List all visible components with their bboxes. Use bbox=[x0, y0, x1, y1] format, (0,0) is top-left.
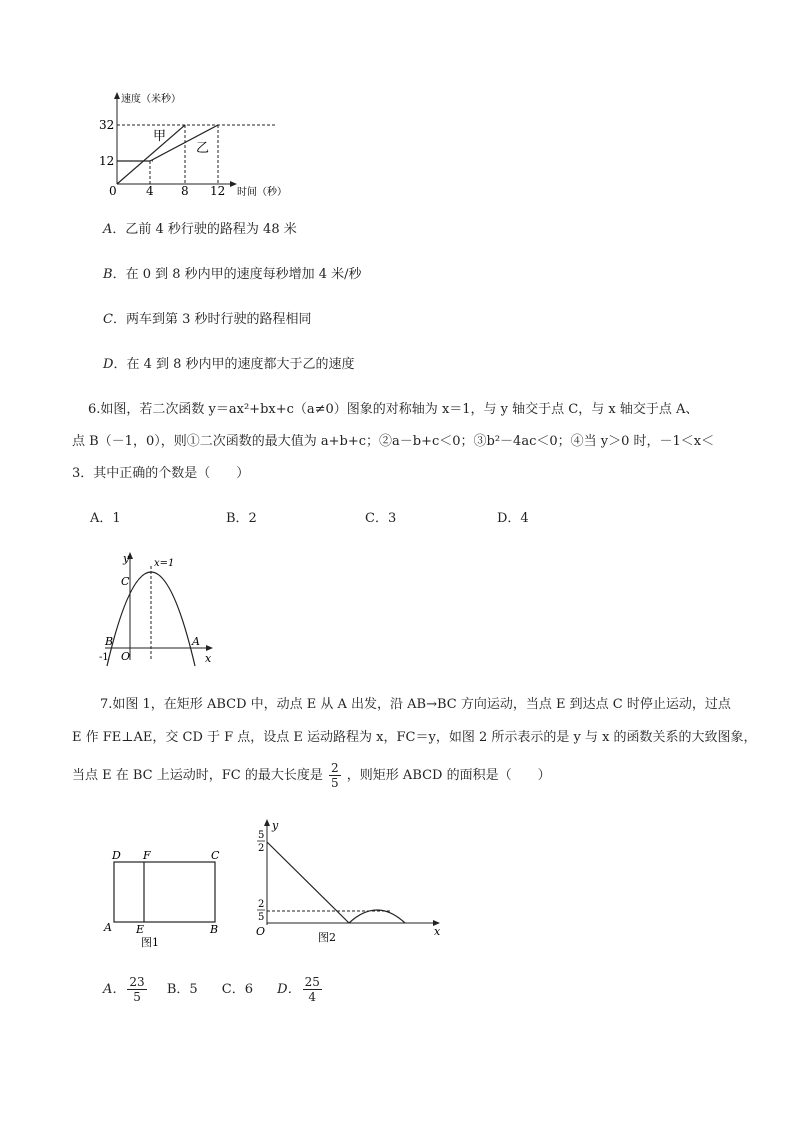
top-frac-num: 5 bbox=[258, 830, 265, 841]
option-text: ．乙前 4 秒行驶的路程为 48 米 bbox=[112, 222, 297, 237]
label-jia: 甲 bbox=[153, 129, 167, 144]
q6-line-2: 点 B（－1，0），则①二次函数的最大值为 a+b+c；②a－b+c＜0；③b²－4ac＜0；④当 y＞0 时，－1＜x＜ bbox=[72, 434, 715, 449]
rectangle-figure bbox=[100, 845, 230, 950]
max-fc-fraction bbox=[329, 761, 341, 790]
q6-option-a: A．1 bbox=[90, 511, 121, 526]
q5-option-c bbox=[103, 310, 312, 330]
caption-fig1: 图1 bbox=[141, 936, 159, 949]
frac-den: 4 bbox=[308, 990, 317, 1004]
jia-line bbox=[117, 125, 185, 184]
q7-options bbox=[103, 972, 324, 1008]
q7-line-3-pre: 当点 E 在 BC 上运动时，FC 的最大长度是 bbox=[72, 768, 323, 783]
q7-line-1: 7.如图 1，在矩形 ABCD 中，动点 E 从 A 出发，沿 AB→BC 方向运动，当点 E 到达点 C 时停止运动，过点 bbox=[100, 697, 731, 712]
tick-4: 4 bbox=[146, 184, 154, 198]
mid-frac-num: 2 bbox=[258, 899, 265, 910]
label-a: A bbox=[104, 921, 112, 934]
label-e: E bbox=[136, 923, 145, 936]
origin-label: O bbox=[121, 650, 131, 663]
top-frac-den: 2 bbox=[258, 843, 265, 854]
frac-den: 5 bbox=[133, 990, 141, 1004]
q6-line-3: 3．其中正确的个数是（ ） bbox=[72, 466, 250, 481]
q5-option-b bbox=[103, 265, 362, 285]
point-b-label: B bbox=[105, 635, 114, 648]
label-yi: 乙 bbox=[196, 141, 210, 156]
frac-num: 23 bbox=[129, 975, 145, 989]
q7-line-3-post: ，则矩形 ABCD 的面积是（ ） bbox=[346, 768, 551, 783]
q7-option-b: B．5 bbox=[166, 982, 198, 997]
q7-line-3 bbox=[72, 758, 551, 794]
x-axis-label: 时间（秒） bbox=[237, 187, 287, 198]
y-axis-label: 速度（米秒） bbox=[121, 94, 181, 105]
tick-0: 0 bbox=[109, 184, 117, 198]
q6-option-c: C．3 bbox=[365, 511, 397, 526]
q7-line-2: E 作 FE⊥AE，交 CD 于 F 点，设点 E 运动路程为 x，FC＝y，如图 2 所示表示的是 y 与 x 的函数关系的大致图象， bbox=[72, 730, 757, 745]
origin-label: O bbox=[256, 925, 266, 938]
point-a-label: A bbox=[192, 635, 200, 648]
function-graph bbox=[250, 815, 450, 947]
q5-option-d bbox=[103, 355, 355, 375]
frac-num: 2 bbox=[331, 761, 339, 775]
label-f: F bbox=[143, 849, 151, 862]
symmetry-label: x=1 bbox=[154, 558, 175, 569]
speed-time-graph bbox=[95, 88, 305, 200]
q7-option-d-fraction bbox=[303, 975, 322, 1004]
point-c-label: C bbox=[121, 575, 130, 588]
option-text: ．在 0 到 8 秒内甲的速度每秒增加 4 米/秒 bbox=[112, 267, 362, 282]
parabola-graph bbox=[95, 548, 225, 670]
y-axis-arrow bbox=[114, 92, 120, 99]
option-text: ．在 4 到 8 秒内甲的速度都大于乙的速度 bbox=[113, 357, 355, 372]
neg1-label: -1 bbox=[99, 652, 109, 663]
label-b: B bbox=[210, 923, 219, 936]
q7-option-a bbox=[103, 975, 153, 1004]
y-axis-arrow bbox=[264, 819, 270, 826]
label-c: C bbox=[211, 849, 220, 862]
q6-line-1: 6.如图，若二次函数 y＝ax²+bx+c（a≠0）图象的对称轴为 x＝1，与 y 轴交于点 C，与 x 轴交于点 A、 bbox=[88, 402, 699, 417]
rectangle-abcd bbox=[114, 862, 215, 922]
tick-12-x: 12 bbox=[210, 184, 226, 198]
tick-12: 12 bbox=[99, 154, 115, 168]
x-axis-arrow bbox=[206, 645, 213, 651]
option-letter: B bbox=[103, 267, 113, 282]
q7-option-a-fraction bbox=[127, 975, 146, 1004]
label-d: D bbox=[112, 849, 121, 862]
option-letter: C bbox=[103, 312, 113, 327]
option-letter: A bbox=[103, 222, 113, 237]
y-label: y bbox=[123, 552, 130, 565]
option-letter: D bbox=[103, 357, 114, 372]
q6-option-d: D．4 bbox=[497, 511, 529, 526]
q7-option-d-letter: D． bbox=[277, 982, 301, 997]
y-label: y bbox=[272, 819, 279, 832]
tick-8: 8 bbox=[181, 184, 189, 198]
caption-fig2: 图2 bbox=[318, 931, 336, 944]
option-text: ．两车到第 3 秒时行驶的路程相同 bbox=[112, 312, 312, 327]
q7-option-d bbox=[277, 975, 324, 1004]
q7-option-a-letter: A． bbox=[103, 982, 126, 997]
frac-den: 5 bbox=[331, 776, 339, 790]
q6-option-b: B．2 bbox=[226, 511, 257, 526]
tick-32: 32 bbox=[99, 118, 115, 132]
x-axis-arrow bbox=[230, 181, 237, 187]
x-label: x bbox=[205, 652, 212, 665]
frac-num: 25 bbox=[304, 975, 320, 989]
q5-option-a bbox=[103, 220, 297, 240]
q7-option-c: C．6 bbox=[221, 982, 253, 997]
arc-segment bbox=[349, 910, 405, 923]
x-label: x bbox=[434, 925, 441, 938]
mid-frac-den: 5 bbox=[258, 912, 265, 923]
